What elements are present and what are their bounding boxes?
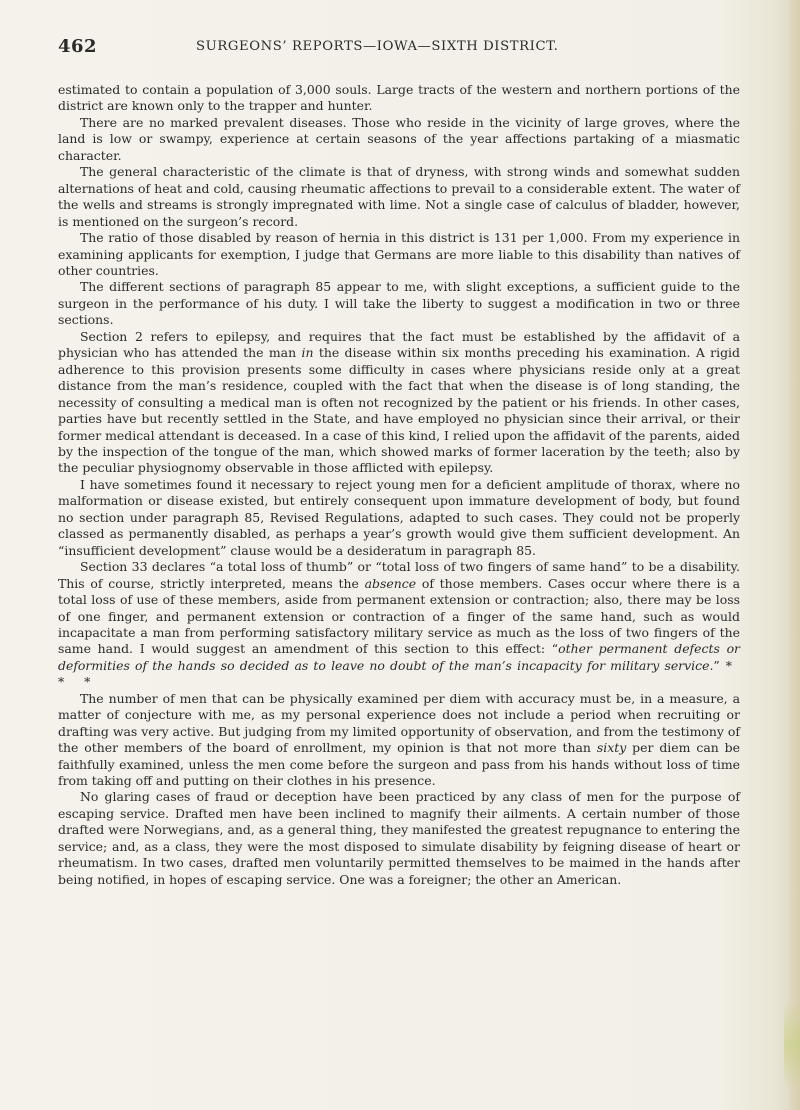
page-edge-stain	[784, 1000, 800, 1090]
paragraph-section-33	[58, 559, 740, 691]
running-head: SURGEONS’ REPORTS—IOWA—SIXTH DISTRICT.	[196, 39, 559, 54]
paragraph-fraud: No glaring cases of fraud or deception have been practiced by any class of men for the purpose of escaping service. Drafted men have been inclined to magnify their ailments. A certain number of those drafted were Norwegians, and, as a general thing, they manifested the greatest repugnance to entering the service; and, as a class, they were the most disposed to simulate disability by feigning disease of heart or rheumatism. In two cases, drafted men voluntarily permitted themselves to be maimed in the hands after being notified, in hopes of escaping service. One was a foreigner; the other an American.	[58, 789, 740, 887]
paragraph-climate: The general characteristic of the climate is that of dryness, with strong winds and somewhat sudden alternations of heat and cold, causing rheumatic affections to prevail to a considerable extent. The water of the wells and streams is strongly impregnated with lime. Not a single case of calculus of bladder, however, is mentioned on the surgeon’s record.	[58, 164, 740, 229]
paragraph-hernia: The ratio of those disabled by reason of hernia in this district is 131 per 1,000. From my experience in examining applicants for exemption, I judge that Germans are more liable to this disability than natives of other countries.	[58, 230, 740, 278]
paragraph-examinations	[58, 691, 740, 790]
epilepsy-text-before: Section 2 refers to epilepsy, and requires that the fact must be established by the affidavit of a physician who has attended the man	[58, 328, 740, 361]
body-text	[58, 82, 740, 888]
section33-text-middle: of those members. Cases occur where there is a total loss of use of these members, aside from permanent extension or contraction; also, there may be loss of one finger, and permanent extension or contraction of a finger of the same hand, such as would incapacitate a man from performing satisfactory military service as much as the loss of two fingers of the same hand. I would suggest an amendment of this section to this effect: “	[58, 575, 740, 657]
section33-quote: other permanent defects or deformities of the hands so decided as to leave no doubt of the man’s incapacity for military service.	[58, 641, 740, 673]
epilepsy-text-after: the disease within six months preceding his examination. A rigid adherence to this provision presents some difficulty in cases where physicians reside only at a great distance from the man’s residence, coupled with the fact that when the disease is of long standing, the necessity of consulting a medical man is often not recognized by the patient or his friends. In other cases, parties have but recently settled in the State, and have employed no physician since their arrival, or their former medical attendant is deceased. In a case of this kind, I relied upon the affidavit of the parents, aided by the inspection of the tongue of the man, which showed marks of former laceration by the teeth; also by the peculiar physiognomy observable in those afflicted with epilepsy.	[58, 345, 740, 476]
ellipsis-stars: * * *	[58, 657, 740, 690]
page-edge-shadow	[786, 0, 800, 1110]
epilepsy-emphasis: in	[301, 345, 314, 361]
section33-emphasis-absence: absence	[364, 575, 417, 591]
page-header	[58, 36, 740, 66]
paragraph-paragraph-85: The different sections of paragraph 85 appear to me, with slight exceptions, a sufficient guide to the surgeon in the performance of his duty. I will take the liberty to suggest a modification in two or three sections.	[58, 279, 740, 328]
examinations-text-before: The number of men that can be physically examined per diem with accuracy must be, in a measure, a matter of conjecture with me, as my personal experience does not include a period when recruiting or drafting was very active. But judging from my limited opportunity of observation, and from the testimony of the other members of the board of enrollment, my opinion is that not more than	[58, 690, 740, 756]
section33-text-before: Section 33 declares “a total loss of thumb” or “total loss of two fingers of same hand” to be a disability. This of course, strictly interpreted, means the	[58, 559, 740, 591]
paragraph-epilepsy	[58, 329, 740, 477]
examinations-emphasis-sixty: sixty	[596, 740, 627, 756]
section33-text-after: ”	[713, 657, 720, 673]
paragraph-thorax: I have sometimes found it necessary to reject young men for a deficient amplitude of thorax, where no malformation or disease existed, but entirely consequent upon immature development of body, but found no section under paragraph 85, Revised Regulations, adapted to such cases. They could not be properly classed as permanently disabled, as perhaps a year’s growth would give them sufficient development. An “insufficient development” clause would be a desideratum in paragraph 85.	[58, 476, 740, 558]
page-number: 462	[58, 36, 98, 57]
examinations-text-after: per diem can be faithfully examined, unless the men come before the surgeon and pass from his hands without loss of time from taking off and putting on their clothes in his presence.	[58, 740, 740, 789]
paragraph-population: estimated to contain a population of 3,000 souls. Large tracts of the western and northern portions of the district are known only to the trapper and hunter.	[58, 82, 740, 114]
paragraph-diseases: There are no marked prevalent diseases. Those who reside in the vicinity of large groves, where the land is low or swampy, experience at certain seasons of the year affections partaking of a miasmatic character.	[58, 114, 740, 163]
